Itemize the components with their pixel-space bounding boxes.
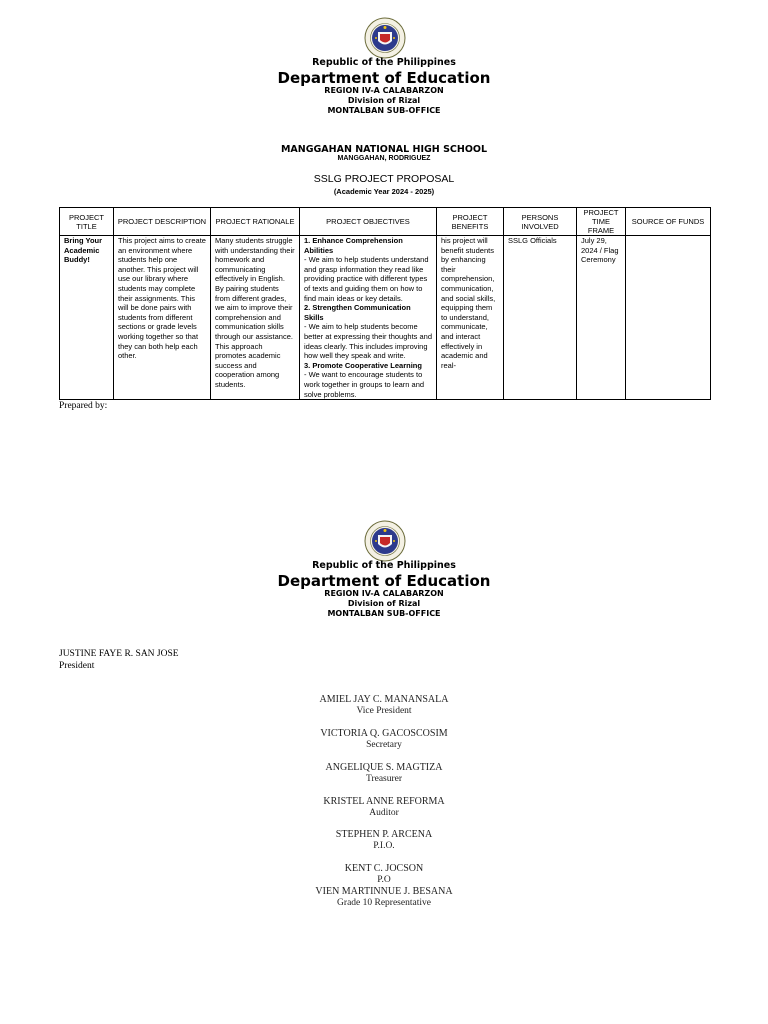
officer-name: VICTORIA Q. GACOSCOSIM — [320, 728, 448, 739]
table-row — [60, 236, 711, 400]
header-project-objectives: PROJECT OBJECTIVES — [300, 208, 437, 236]
objective-3-text: - We want to encourage students to work together in groups to learn and solve problems. — [304, 370, 425, 399]
department-title-page2: Department of Education — [277, 572, 491, 590]
academic-year: (Academic Year 2024 - 2025) — [333, 187, 435, 196]
cell-benefits: his project will benefit students by enhancing their comprehension, communication, and social skills, equipping them to understand, communicate, and interact effectively in academic and real- — [437, 236, 504, 400]
header-project-rationale: PROJECT RATIONALE — [211, 208, 300, 236]
region-line-page2: REGION IV-A CALABARZON — [324, 589, 444, 598]
officer-secretary — [0, 728, 768, 751]
division-line: Division of Rizal — [347, 96, 421, 105]
header-project-time-frame: PROJECT TIME FRAME — [577, 208, 626, 236]
republic-heading-page2: Republic of the Philippines — [312, 560, 456, 571]
officer-grade10-rep — [0, 886, 768, 909]
table-header-row — [60, 208, 711, 236]
officer-name: VIEN MARTINNUE J. BESANA — [315, 886, 453, 897]
officer-name: AMIEL JAY C. MANANSALA — [319, 694, 449, 705]
header-project-description: PROJECT DESCRIPTION — [114, 208, 211, 236]
cell-objectives — [300, 236, 437, 400]
officer-auditor — [0, 796, 768, 819]
deped-seal-logo — [364, 17, 406, 59]
officer-name: ANGELIQUE S. MAGTIZA — [325, 762, 443, 773]
school-address: MANGGAHAN, RODRIGUEZ — [337, 155, 431, 162]
objective-1-text: - We aim to help students understand and grasp information they read like providing practice with different types of texts and guiding them on how to find main ideas or key details. — [304, 255, 429, 303]
republic-heading: Republic of the Philippines — [312, 57, 456, 68]
cell-persons: SSLG Officials — [504, 236, 577, 400]
division-line-page2: Division of Rizal — [347, 599, 421, 608]
officer-role: P.O — [377, 874, 391, 885]
officer-pio — [0, 829, 768, 852]
officer-role: Auditor — [369, 807, 399, 818]
officer-role: P.I.O. — [373, 840, 395, 851]
cell-title: Bring Your Academic Buddy! — [60, 236, 114, 400]
cell-funds — [626, 236, 711, 400]
officer-vice-president — [0, 694, 768, 717]
president-role: President — [59, 661, 95, 671]
officer-name: KENT C. JOCSON — [344, 863, 424, 874]
objective-2-text: - We aim to help students become better at expressing their thoughts and ideas clearly. This includes improving how well they speak and write. — [304, 322, 432, 361]
cell-description: This project aims to create an environment where students help one another. This project will use our library where students may complete their assignments. This will be done pairs with students from different sections or grade levels working together so that they can both help each other. — [114, 236, 211, 400]
school-name: MANGGAHAN NATIONAL HIGH SCHOOL — [280, 144, 488, 155]
president-name: JUSTINE FAYE R. SAN JOSE — [59, 649, 179, 659]
proposal-table — [59, 207, 711, 400]
prepared-by-label: Prepared by: — [59, 401, 108, 411]
objective-3-heading: 3. Promote Cooperative Learning — [304, 360, 422, 370]
objective-1-heading: 1. Enhance Comprehension Abilities — [304, 236, 403, 255]
officer-role: Vice President — [356, 705, 412, 716]
objective-2-heading: 2. Strengthen Communication Skills — [304, 303, 411, 322]
officer-treasurer — [0, 762, 768, 785]
officer-role: Treasurer — [365, 773, 403, 784]
officer-po — [0, 863, 768, 886]
officer-name: KRISTEL ANNE REFORMA — [323, 796, 445, 807]
header-source-of-funds: SOURCE OF FUNDS — [626, 208, 711, 236]
header-persons-involved: PERSONS INVOLVED — [504, 208, 577, 236]
officer-name: STEPHEN P. ARCENA — [335, 829, 433, 840]
deped-seal-logo-page2 — [364, 520, 406, 562]
cell-timeframe: July 29, 2024 / Flag Ceremony — [577, 236, 626, 400]
officer-role: Grade 10 Representative — [337, 897, 431, 908]
officer-role: Secretary — [366, 739, 402, 750]
header-project-title: PROJECT TITLE — [60, 208, 114, 236]
region-line: REGION IV-A CALABARZON — [324, 86, 444, 95]
suboffice-line-page2: MONTALBAN SUB-OFFICE — [327, 609, 441, 618]
president-block — [59, 648, 179, 672]
proposal-title: SSLG PROJECT PROPOSAL — [313, 173, 455, 185]
header-project-benefits: PROJECT BENEFITS — [437, 208, 504, 236]
department-title: Department of Education — [277, 69, 491, 87]
suboffice-line: MONTALBAN SUB-OFFICE — [327, 106, 441, 115]
cell-rationale: Many students struggle with understanding their homework and communicating effectively in English. By pairing students from different grades, we aim to improve their comprehension and communication skills through our assistance. This approach promotes academic success and cooperation among students. — [211, 236, 300, 400]
